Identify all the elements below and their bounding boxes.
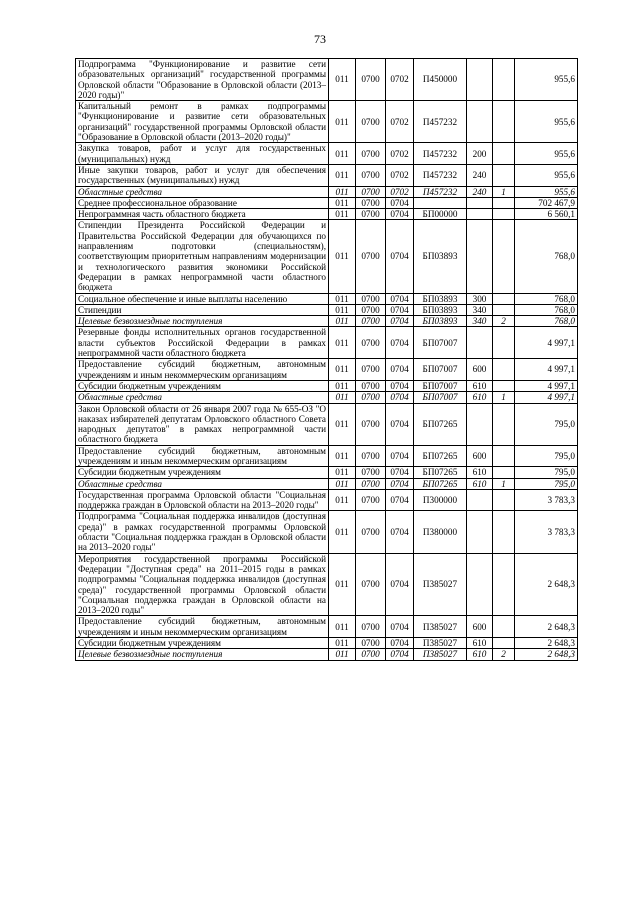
row-name: Закупка товаров, работ и услуг для государственных (муниципальных) нужд [76, 143, 329, 165]
section-code: 0700 [356, 59, 386, 101]
expense-type-code: 610 [467, 392, 493, 403]
row-name: Иные закупки товаров, работ и услуг для обеспечения государственных (муниципальных) нужд [76, 164, 329, 186]
amount: 4 997,1 [515, 380, 578, 391]
expense-type-code [467, 327, 493, 359]
row-name: Закон Орловской области от 26 января 2007 года № 655-ОЗ "О наказах избирателей депутатам Орловского областного Совета народных депутатов" в рамках непрограммной части областного бюджета [76, 403, 329, 445]
funding-source-code [493, 638, 515, 649]
admin-code: 011 [329, 467, 356, 478]
row-name: Непрограммная часть областного бюджета [76, 209, 329, 220]
subsection-code: 0704 [386, 616, 414, 638]
expense-type-code: 610 [467, 380, 493, 391]
table-row [76, 293, 578, 304]
section-code: 0700 [356, 392, 386, 403]
subsection-code: 0704 [386, 467, 414, 478]
admin-code: 011 [329, 186, 356, 197]
subsection-code: 0702 [386, 101, 414, 143]
target-article-code: БП07007 [414, 380, 467, 391]
amount: 2 648,3 [515, 649, 578, 660]
funding-source-code: 1 [493, 478, 515, 489]
amount: 2 648,3 [515, 638, 578, 649]
target-article-code: П385027 [414, 553, 467, 616]
admin-code: 011 [329, 101, 356, 143]
table-row [76, 638, 578, 649]
subsection-code: 0704 [386, 478, 414, 489]
subsection-code: 0702 [386, 164, 414, 186]
expense-type-code: 610 [467, 638, 493, 649]
subsection-code: 0704 [386, 293, 414, 304]
section-code: 0700 [356, 164, 386, 186]
row-name: Субсидии бюджетным учреждениям [76, 380, 329, 391]
subsection-code: 0704 [386, 511, 414, 553]
subsection-code: 0704 [386, 649, 414, 660]
target-article-code: П450000 [414, 59, 467, 101]
target-article-code: БП07007 [414, 392, 467, 403]
admin-code: 011 [329, 638, 356, 649]
expense-type-code [467, 101, 493, 143]
row-name: Предоставление субсидий бюджетным, автономным учреждениям и иным некоммерческим организациям [76, 445, 329, 467]
amount: 955,6 [515, 143, 578, 165]
row-name: Предоставление субсидий бюджетным, автономным учреждениям и иным некоммерческим организациям [76, 616, 329, 638]
admin-code: 011 [329, 649, 356, 660]
table-row [76, 511, 578, 553]
expense-type-code: 240 [467, 164, 493, 186]
admin-code: 011 [329, 164, 356, 186]
admin-code: 011 [329, 553, 356, 616]
admin-code: 011 [329, 403, 356, 445]
funding-source-code [493, 511, 515, 553]
expense-type-code [467, 511, 493, 553]
row-name: Среднее профессиональное образование [76, 197, 329, 208]
table-row [76, 316, 578, 327]
amount: 768,0 [515, 220, 578, 293]
section-code: 0700 [356, 101, 386, 143]
section-code: 0700 [356, 638, 386, 649]
table-row [76, 380, 578, 391]
subsection-code: 0702 [386, 59, 414, 101]
target-article-code: П385027 [414, 638, 467, 649]
expense-type-code [467, 220, 493, 293]
subsection-code: 0704 [386, 197, 414, 208]
funding-source-code [493, 489, 515, 511]
funding-source-code [493, 101, 515, 143]
amount: 768,0 [515, 304, 578, 315]
table-row [76, 59, 578, 101]
funding-source-code [493, 220, 515, 293]
amount: 6 560,1 [515, 209, 578, 220]
section-code: 0700 [356, 553, 386, 616]
section-code: 0700 [356, 293, 386, 304]
row-name: Резервные фонды исполнительных органов государственной власти субъектов Российской Федерации в рамках непрограммной части областного бюджета [76, 327, 329, 359]
funding-source-code [493, 197, 515, 208]
subsection-code: 0704 [386, 380, 414, 391]
subsection-code: 0704 [386, 304, 414, 315]
section-code: 0700 [356, 327, 386, 359]
row-name: Субсидии бюджетным учреждениям [76, 638, 329, 649]
funding-source-code [493, 164, 515, 186]
row-name: Предоставление субсидий бюджетным, автономным учреждениям и иным некоммерческим организациям [76, 359, 329, 381]
row-name: Стипендии [76, 304, 329, 315]
section-code: 0700 [356, 143, 386, 165]
section-code: 0700 [356, 478, 386, 489]
row-name: Целевые безвозмездные поступления [76, 649, 329, 660]
section-code: 0700 [356, 186, 386, 197]
table-row [76, 489, 578, 511]
table-row [76, 101, 578, 143]
funding-source-code [493, 445, 515, 467]
section-code: 0700 [356, 316, 386, 327]
funding-source-code [493, 380, 515, 391]
target-article-code: П457232 [414, 143, 467, 165]
section-code: 0700 [356, 403, 386, 445]
amount: 4 997,1 [515, 392, 578, 403]
admin-code: 011 [329, 197, 356, 208]
expense-type-code [467, 209, 493, 220]
row-name: Областные средства [76, 392, 329, 403]
expense-type-code: 200 [467, 143, 493, 165]
expense-type-code [467, 197, 493, 208]
funding-source-code [493, 359, 515, 381]
row-name: Подпрограмма "Социальная поддержка инвалидов (доступная среда)" в рамках государственной программы Орловской области "Социальная поддержка граждан в Орловской области на 2013–2020 годы" [76, 511, 329, 553]
subsection-code: 0704 [386, 316, 414, 327]
subsection-code: 0704 [386, 220, 414, 293]
page-number: 73 [314, 32, 326, 46]
row-name: Капитальный ремонт в рамках подпрограммы "Функционирование и развитие сети образовательных организаций" государственной программы Орловской области "Образование в Орловской области (2013–2020 годы)" [76, 101, 329, 143]
target-article-code: П380000 [414, 511, 467, 553]
target-article-code: БП07265 [414, 478, 467, 489]
table-row [76, 478, 578, 489]
row-name: Целевые безвозмездные поступления [76, 316, 329, 327]
target-article-code: П457232 [414, 164, 467, 186]
expense-type-code: 610 [467, 467, 493, 478]
expense-type-code [467, 59, 493, 101]
funding-source-code [493, 143, 515, 165]
table-row [76, 616, 578, 638]
target-article-code: БП03893 [414, 293, 467, 304]
table-row [76, 467, 578, 478]
subsection-code: 0702 [386, 186, 414, 197]
amount: 3 783,3 [515, 489, 578, 511]
row-name: Подпрограмма "Функционирование и развитие сети образовательных организаций" государственной программы Орловской области "Образование в Орловской области (2013–2020 годы)" [76, 59, 329, 101]
expense-type-code: 610 [467, 478, 493, 489]
table-row [76, 220, 578, 293]
target-article-code: БП03893 [414, 220, 467, 293]
admin-code: 011 [329, 220, 356, 293]
amount: 955,6 [515, 164, 578, 186]
section-code: 0700 [356, 649, 386, 660]
section-code: 0700 [356, 616, 386, 638]
table-row [76, 403, 578, 445]
expense-type-code [467, 553, 493, 616]
table-row [76, 186, 578, 197]
row-name: Социальное обеспечение и иные выплаты населению [76, 293, 329, 304]
admin-code: 011 [329, 616, 356, 638]
funding-source-code: 2 [493, 316, 515, 327]
table-row [76, 649, 578, 660]
admin-code: 011 [329, 304, 356, 315]
row-name: Стипендии Президента Российской Федерации и Правительства Российской Федерации для обучающихся по направлениям подготовки (специальностям), соответствующим приоритетным направлениям модернизации и технологического развития экономики Российской Федерации в рамках непрограммной части областного бюджета [76, 220, 329, 293]
amount: 768,0 [515, 316, 578, 327]
admin-code: 011 [329, 392, 356, 403]
expense-type-code: 600 [467, 359, 493, 381]
section-code: 0700 [356, 359, 386, 381]
amount: 795,0 [515, 467, 578, 478]
funding-source-code [493, 616, 515, 638]
funding-source-code [493, 293, 515, 304]
expense-type-code: 610 [467, 649, 493, 660]
expense-type-code: 600 [467, 616, 493, 638]
subsection-code: 0702 [386, 143, 414, 165]
table-row [76, 143, 578, 165]
funding-source-code: 1 [493, 392, 515, 403]
subsection-code: 0704 [386, 489, 414, 511]
funding-source-code [493, 327, 515, 359]
section-code: 0700 [356, 445, 386, 467]
subsection-code: 0704 [386, 553, 414, 616]
expense-type-code: 340 [467, 316, 493, 327]
subsection-code: 0704 [386, 638, 414, 649]
amount: 2 648,3 [515, 616, 578, 638]
target-article-code: БП07265 [414, 467, 467, 478]
target-article-code [414, 197, 467, 208]
subsection-code: 0704 [386, 327, 414, 359]
budget-table-body [76, 59, 578, 661]
admin-code: 011 [329, 478, 356, 489]
target-article-code: П385027 [414, 649, 467, 660]
row-name: Областные средства [76, 478, 329, 489]
target-article-code: БП07007 [414, 327, 467, 359]
subsection-code: 0704 [386, 392, 414, 403]
admin-code: 011 [329, 143, 356, 165]
subsection-code: 0704 [386, 359, 414, 381]
funding-source-code [493, 553, 515, 616]
admin-code: 011 [329, 445, 356, 467]
target-article-code: БП03893 [414, 304, 467, 315]
amount: 795,0 [515, 403, 578, 445]
target-article-code: БП00000 [414, 209, 467, 220]
admin-code: 011 [329, 489, 356, 511]
admin-code: 011 [329, 209, 356, 220]
section-code: 0700 [356, 489, 386, 511]
admin-code: 011 [329, 511, 356, 553]
subsection-code: 0704 [386, 445, 414, 467]
expense-type-code [467, 489, 493, 511]
admin-code: 011 [329, 327, 356, 359]
target-article-code: БП07265 [414, 403, 467, 445]
subsection-code: 0704 [386, 209, 414, 220]
funding-source-code [493, 403, 515, 445]
admin-code: 011 [329, 359, 356, 381]
target-article-code: БП03893 [414, 316, 467, 327]
funding-source-code [493, 209, 515, 220]
table-row [76, 304, 578, 315]
expense-type-code: 600 [467, 445, 493, 467]
table-row [76, 197, 578, 208]
amount: 2 648,3 [515, 553, 578, 616]
amount: 955,6 [515, 59, 578, 101]
row-name: Областные средства [76, 186, 329, 197]
table-row [76, 327, 578, 359]
funding-source-code [493, 467, 515, 478]
amount: 4 997,1 [515, 359, 578, 381]
section-code: 0700 [356, 511, 386, 553]
admin-code: 011 [329, 316, 356, 327]
admin-code: 011 [329, 59, 356, 101]
funding-source-code: 2 [493, 649, 515, 660]
expense-type-code: 340 [467, 304, 493, 315]
amount: 702 467,9 [515, 197, 578, 208]
funding-source-code [493, 304, 515, 315]
funding-source-code [493, 59, 515, 101]
section-code: 0700 [356, 380, 386, 391]
budget-table [75, 58, 578, 661]
target-article-code: П385027 [414, 616, 467, 638]
admin-code: 011 [329, 293, 356, 304]
subsection-code: 0704 [386, 403, 414, 445]
admin-code: 011 [329, 380, 356, 391]
table-row [76, 445, 578, 467]
section-code: 0700 [356, 220, 386, 293]
amount: 795,0 [515, 445, 578, 467]
table-row [76, 553, 578, 616]
amount: 795,0 [515, 478, 578, 489]
target-article-code: БП07265 [414, 445, 467, 467]
amount: 955,6 [515, 186, 578, 197]
target-article-code: П457232 [414, 186, 467, 197]
section-code: 0700 [356, 209, 386, 220]
row-name: Субсидии бюджетным учреждениям [76, 467, 329, 478]
row-name: Государственная программа Орловской области "Социальная поддержка граждан в Орловской области на 2013–2020 годы" [76, 489, 329, 511]
table-row [76, 359, 578, 381]
expense-type-code: 240 [467, 186, 493, 197]
amount: 955,6 [515, 101, 578, 143]
expense-type-code: 300 [467, 293, 493, 304]
funding-source-code: 1 [493, 186, 515, 197]
table-row [76, 164, 578, 186]
section-code: 0700 [356, 197, 386, 208]
target-article-code: П457232 [414, 101, 467, 143]
amount: 3 783,3 [515, 511, 578, 553]
table-row [76, 209, 578, 220]
amount: 4 997,1 [515, 327, 578, 359]
target-article-code: БП07007 [414, 359, 467, 381]
section-code: 0700 [356, 304, 386, 315]
target-article-code: П300000 [414, 489, 467, 511]
expense-type-code [467, 403, 493, 445]
row-name: Мероприятия государственной программы Российской Федерации "Доступная среда" на 2011–2015 годы в рамках подпрограммы "Социальная поддержка инвалидов (доступная среда)" государственной программы Орловской области "Социальная поддержка граждан в Орловской области на 2013–2020 годы" [76, 553, 329, 616]
table-row [76, 392, 578, 403]
section-code: 0700 [356, 467, 386, 478]
amount: 768,0 [515, 293, 578, 304]
